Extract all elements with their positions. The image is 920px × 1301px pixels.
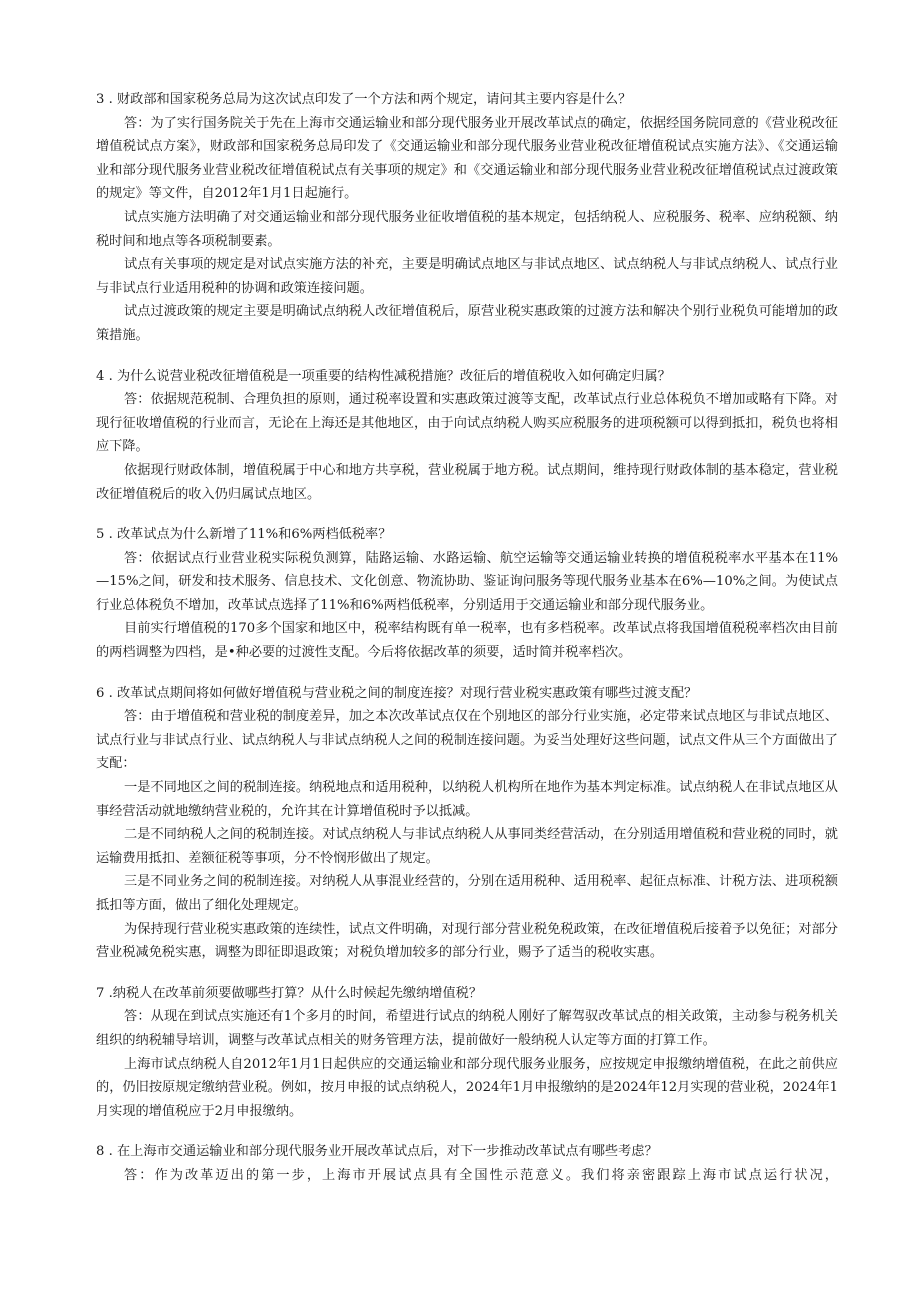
answer-paragraph: 答：从现在到试点实施还有1个多月的时间，希望进行试点的纳税人刚好了解驾驭改革试点的相关政策，主动参与税务机关组织的纳税辅导培训，调整与改革试点相关的财务管理方法，提前做好一般纳税人认定等方面的打算工作。 [96,1009,838,1048]
qa-section-5 [96,523,838,665]
answer-paragraph: 答：作为改革迈出的第一步，上海市开展试点具有全国性示范意义。我们将亲密跟踪上海市试点运行状况， [124,1167,838,1183]
answer-paragraph: 答：依据试点行业营业税实际税负测算，陆路运输、水路运输、航空运输等交通运输业转换的增值税税率水平基本在11%—15%之间，研发和技术服务、信息技术、文化创意、物流协助、鉴证询问服务等现代服务业基本在6%—10%之间。为使试点行业总体税负不增加，改革试点选择了11%和6%两档低税率，分别适用于交通运输业和部分现代服务业。 [96,550,838,613]
answer-paragraph: 答：为了实行国务院关于先在上海市交通运输业和部分现代服务业开展改革试点的确定，依据经国务院同意的《营业税改征增值税试点方案》，财政部和国家税务总局印发了《交通运输业和部分现代服务业营业税改征增值税试点实施方法》、《交通运输业和部分现代服务业营业税改征增值税试点有关事项的规定》和《交通运输业和部分现代服务业营业税改征增值税试点过渡政策的规定》等文件，自2012年1月1日起施行。 [96,115,838,202]
question-heading: 5 . 改革试点为什么新增了11%和6%两档低税率？ [96,527,392,543]
body-paragraph: 目前实行增值税的170多个国家和地区中，税率结构既有单一税率，也有多档税率。改革试点将我国增值税税率档次由目前的两档调整为四档，是•种必要的过渡性支配。今后将依据改革的须要，适时简并税率档次。 [96,621,838,661]
body-paragraph: 试点实施方法明确了对交通运输业和部分现代服务业征收增值税的基本规定，包括纳税人、应税服务、税率、应纳税额、纳税时间和地点等各项税制要素。 [96,209,838,249]
question-heading: 6 . 改革试点期间将如何做好增值税与营业税之间的制度连接？对现行营业税实惠政策有哪些过渡支配？ [96,685,698,701]
document-body [96,88,838,1205]
qa-section-8 [96,1140,838,1187]
body-paragraph: 试点过渡政策的规定主要是明确试点纳税人改征增值税后，原营业税实惠政策的过渡方法和解决个别行业税负可能增加的政策措施。 [96,304,838,343]
body-paragraph: 三是不同业务之间的税制连接。对纳税人从事混业经营的，分别在适用税种、适用税率、起征点标准、计税方法、进项税额抵扣等方面，做出了细化处理规定。 [96,874,838,913]
qa-section-7 [96,982,838,1124]
body-paragraph: 试点有关事项的规定是对试点实施方法的补充，主要是明确试点地区与非试点地区、试点纳税人与非试点纳税人、试点行业与非试点行业适用税种的协调和政策连接问题。 [96,257,838,296]
qa-section-6 [96,682,838,965]
question-heading: 4 . 为什么说营业税改征增值税是一项重要的结构性减税措施？改征后的增值税收入如何确定归属？ [96,368,671,384]
qa-section-4 [96,365,838,507]
answer-paragraph: 答：由于增值税和营业税的制度差异，加之本次改革试点仅在个别地区的部分行业实施，必定带来试点地区与非试点地区、试点行业与非试点行业、试点纳税人与非试点纳税人之间的税制连接问题。为妥当处理好这些问题，试点文件从三个方面做出了支配： [96,709,838,772]
body-paragraph: 依据现行财政体制，增值税属于中心和地方共享税，营业税属于地方税。试点期间，维持现行财政体制的基本稳定，营业税改征增值税后的收入仍归属试点地区。 [96,462,838,502]
body-paragraph: 为保持现行营业税实惠政策的连续性，试点文件明确，对现行部分营业税免税政策，在改征增值税后接着予以免征；对部分营业税减免税实惠，调整为即征即退政策；对税负增加较多的部分行业，赐予了适当的税收实惠。 [96,921,838,961]
question-heading: 8 . 在上海市交通运输业和部分现代服务业开展改革试点后，对下一步推动改革试点有哪些考虑？ [96,1144,658,1160]
qa-section-3 [96,88,838,348]
body-paragraph: 二是不同纳税人之间的税制连接。对试点纳税人与非试点纳税人从事同类经营活动，在分别适用增值税和营业税的同时，就运输费用抵扣、差额征税等事项，分不怜悯形做出了规定。 [96,827,838,866]
answer-paragraph: 答：依据规范税制、合理负担的原则，通过税率设置和实惠政策过渡等支配，改革试点行业总体税负不增加或略有下降。对现行征收增值税的行业而言，无论在上海还是其他地区，由于向试点纳税人购买应税服务的进项税额可以得到抵扣，税负也将相应下降。 [96,392,838,455]
body-paragraph: 一是不同地区之间的税制连接。纳税地点和适用税种，以纳税人机构所在地作为基本判定标准。试点纳税人在非试点地区从事经营活动就地缴纳营业税的，允许其在计算增值税时予以抵减。 [96,780,838,819]
question-heading: 7 .纳税人在改革前须要做哪些打算？从什么时候起先缴纳增值税？ [96,985,483,1001]
body-paragraph: 上海市试点纳税人自2012年1月1日起供应的交通运输业和部分现代服务业服务，应按规定申报缴纳增值税，在此之前供应的，仍旧按原规定缴纳营业税。例如，按月申报的试点纳税人，2024年1月申报缴纳的是2024年12月实现的营业税，2024年1月实现的增值税应于2月申报缴纳。 [96,1056,838,1119]
question-heading: 3 . 财政部和国家税务总局为这次试点印发了一个方法和两个规定，请问其主要内容是什么？ [96,92,632,107]
